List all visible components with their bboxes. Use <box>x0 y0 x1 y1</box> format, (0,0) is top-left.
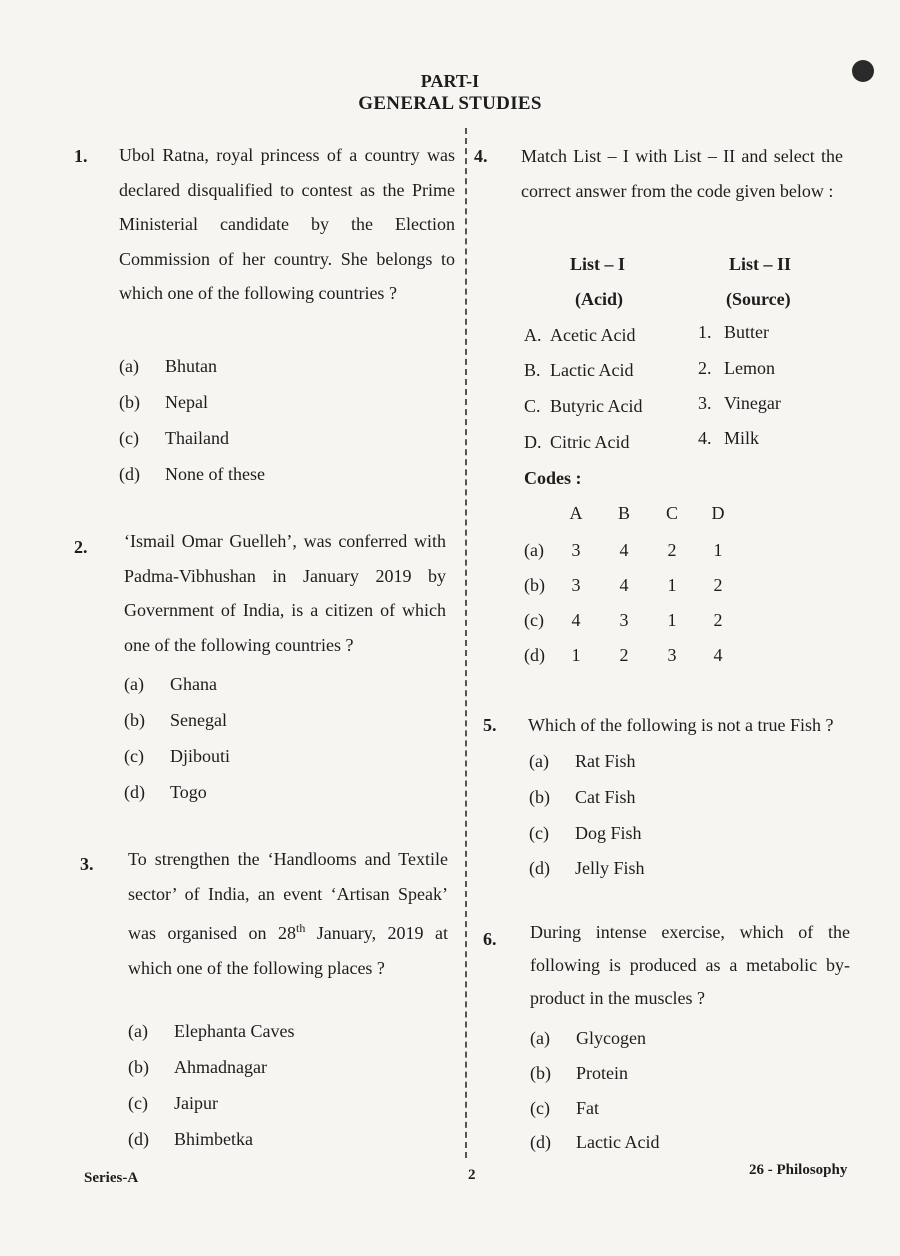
page-number: 2 <box>468 1167 476 1183</box>
option-label: (b) <box>128 1057 149 1077</box>
option-a <box>128 1020 294 1042</box>
question-number: 1. <box>74 146 88 166</box>
question-4 <box>521 139 843 208</box>
option-label: (c) <box>119 428 139 448</box>
list-2-item <box>698 428 759 449</box>
option-text: Nepal <box>165 392 208 412</box>
list-item-label: 4. <box>698 428 712 448</box>
question-text-part: To strengthen the ‘Handlooms and Textile sector’ of India, an event ‘Artisan Speak’ was organised on 28 <box>128 849 448 943</box>
list-item-label: 2. <box>698 358 712 378</box>
option-text: Thailand <box>165 428 229 448</box>
codes-cell: 2 <box>713 610 723 630</box>
codes-cell: 2 <box>713 575 723 595</box>
codes-row-label: (b) <box>524 575 545 595</box>
option-label: (a) <box>124 674 144 694</box>
option-b <box>119 391 208 413</box>
series-label: Series-A <box>84 1170 139 1186</box>
option-label: (c) <box>530 1098 550 1118</box>
part-label: PART-I <box>420 71 480 91</box>
question-text: ‘Ismail Omar Guelleh’, was conferred with Padma-Vibhushan in January 2019 by Government of India, is a citizen of which one of the following countries ? <box>124 531 446 655</box>
column-divider <box>465 128 467 1158</box>
list-item-text: Butyric Acid <box>550 396 643 416</box>
option-label: (b) <box>119 392 140 412</box>
list-item-label: C. <box>524 396 541 416</box>
list-item-label: D. <box>524 432 542 452</box>
list-2-subheading: (Source) <box>726 289 791 309</box>
option-label: (b) <box>529 787 550 807</box>
option-label: (a) <box>119 356 139 376</box>
list-item-text: Lactic Acid <box>550 360 634 380</box>
list-1-heading: List – I <box>570 254 626 274</box>
option-text: Ghana <box>170 674 217 694</box>
option-d <box>124 781 207 803</box>
codes-cell: 3 <box>619 610 629 630</box>
list-2-item <box>698 393 781 414</box>
option-b <box>529 786 636 808</box>
list-item-text: Citric Acid <box>550 432 630 452</box>
list-item-text: Vinegar <box>724 393 781 413</box>
option-d <box>530 1131 659 1153</box>
list-item-text: Butter <box>724 322 769 342</box>
list-2-heading: List – II <box>729 254 792 274</box>
question-text-part: January, 2019 at which one of the following places ? <box>128 923 448 978</box>
codes-cell: 2 <box>619 645 629 665</box>
codes-cell: 4 <box>571 610 581 630</box>
option-d <box>119 463 265 485</box>
codes-col-header: C <box>665 503 678 523</box>
list-1-subheading: (Acid) <box>575 289 623 309</box>
option-label: (a) <box>530 1028 550 1048</box>
codes-cell: 4 <box>713 645 723 665</box>
question-text <box>128 842 448 985</box>
question-number: 6. <box>483 929 497 949</box>
codes-cell: 2 <box>667 540 677 560</box>
codes-cell: 1 <box>667 610 677 630</box>
option-text: Rat Fish <box>575 751 636 771</box>
option-text: Jelly Fish <box>575 858 645 878</box>
question-number: 2. <box>74 537 88 557</box>
option-label: (a) <box>128 1021 148 1041</box>
option-text: Senegal <box>170 710 227 730</box>
codes-label: Codes : <box>524 468 582 488</box>
codes-row-label: (d) <box>524 645 545 665</box>
list-2-item <box>698 322 769 343</box>
subject-label: 26 - Philosophy <box>749 1162 848 1178</box>
list-1-item <box>524 325 635 346</box>
option-text: Ahmadnagar <box>174 1057 267 1077</box>
list-2-item <box>698 358 775 379</box>
option-label: (c) <box>529 823 549 843</box>
codes-cell: 3 <box>571 575 581 595</box>
option-a <box>529 750 636 772</box>
codes-cell: 4 <box>619 575 629 595</box>
option-c <box>119 427 229 449</box>
codes-cell: 1 <box>667 575 677 595</box>
ordinal-suffix: th <box>296 921 306 935</box>
option-text: Protein <box>576 1063 628 1083</box>
option-text: Jaipur <box>174 1093 218 1113</box>
list-item-label: 1. <box>698 322 712 342</box>
option-label: (b) <box>530 1063 551 1083</box>
option-label: (a) <box>529 751 549 771</box>
list-item-text: Lemon <box>724 358 775 378</box>
option-text: Bhimbetka <box>174 1129 253 1149</box>
option-text: Bhutan <box>165 356 217 376</box>
question-1 <box>119 138 455 311</box>
option-text: Djibouti <box>170 746 231 766</box>
question-2 <box>124 524 446 662</box>
option-text: Glycogen <box>576 1028 646 1048</box>
codes-row-label: (a) <box>524 540 544 560</box>
option-text: Lactic Acid <box>576 1132 660 1152</box>
codes-row-label: (c) <box>524 610 544 630</box>
option-label: (d) <box>529 858 550 878</box>
list-1-item <box>524 432 630 453</box>
question-6 <box>530 916 850 1015</box>
question-text: Match List – I with List – II and select the correct answer from the code given below : <box>521 146 843 201</box>
codes-col-header: B <box>617 503 630 523</box>
codes-cell: 1 <box>713 540 723 560</box>
question-number: 5. <box>483 715 497 735</box>
option-a <box>530 1027 646 1049</box>
option-b <box>124 709 227 731</box>
option-label: (d) <box>119 464 140 484</box>
list-1-item <box>524 360 633 381</box>
codes-cell: 4 <box>619 540 629 560</box>
codes-col-header: A <box>569 503 583 523</box>
page-header <box>0 70 900 116</box>
list-item-label: A. <box>524 325 542 345</box>
list-item-label: B. <box>524 360 541 380</box>
option-a <box>119 355 217 377</box>
section-title: GENERAL STUDIES <box>358 93 542 114</box>
list-item-label: 3. <box>698 393 712 413</box>
question-5 <box>528 713 858 737</box>
question-number: 4. <box>474 146 488 166</box>
option-c <box>530 1097 599 1119</box>
list-1-item <box>524 396 643 417</box>
option-text: None of these <box>165 464 265 484</box>
option-text: Togo <box>170 782 207 802</box>
codes-cell: 3 <box>571 540 581 560</box>
question-number: 3. <box>80 854 94 874</box>
option-label: (d) <box>124 782 145 802</box>
question-3 <box>128 842 448 985</box>
option-b <box>128 1056 267 1078</box>
question-text: Ubol Ratna, royal princess of a country was declared disqualified to contest as the Prime Ministerial candidate by the Election Commission of her country. She belongs to which one of the following countries ? <box>119 145 455 303</box>
option-text: Dog Fish <box>575 823 642 843</box>
list-item-text: Milk <box>724 428 760 448</box>
option-d <box>529 857 645 879</box>
option-text: Cat Fish <box>575 787 636 807</box>
option-label: (c) <box>124 746 144 766</box>
option-c <box>124 745 230 767</box>
codes-col-header: D <box>711 503 725 523</box>
option-d <box>128 1128 253 1150</box>
option-c <box>529 822 642 844</box>
option-text: Elephanta Caves <box>174 1021 295 1041</box>
codes-cell: 1 <box>571 645 581 665</box>
option-label: (c) <box>128 1093 148 1113</box>
option-b <box>530 1062 628 1084</box>
question-text: During intense exercise, which of the following is produced as a metabolic by-product in the muscles ? <box>530 922 850 1008</box>
codes-cell: 3 <box>667 645 677 665</box>
option-c <box>128 1092 218 1114</box>
option-label: (b) <box>124 710 145 730</box>
option-a <box>124 673 217 695</box>
option-label: (d) <box>128 1129 149 1149</box>
option-text: Fat <box>576 1098 600 1118</box>
question-text: Which of the following is not a true Fish ? <box>528 715 834 735</box>
option-label: (d) <box>530 1132 551 1152</box>
list-item-text: Acetic Acid <box>550 325 636 345</box>
